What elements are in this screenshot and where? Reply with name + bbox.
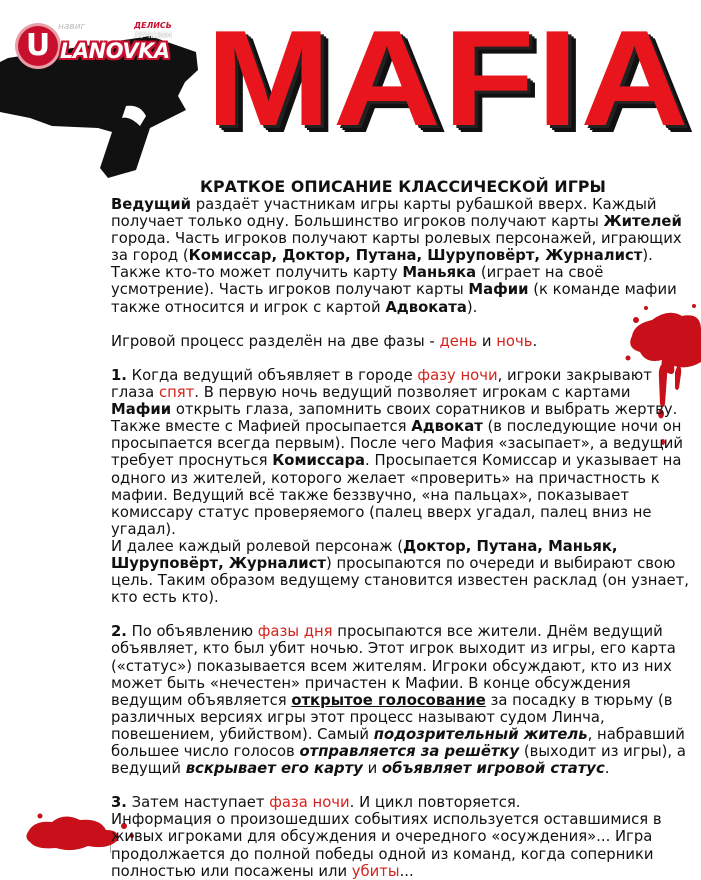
section-heading: КРАТКОЕ ОПИСАНИЕ КЛАССИЧЕСКОЙ ИГРЫ [199,177,607,196]
term-commissar: Комиссара [272,452,366,470]
logo-faded-text: навиг [58,22,86,32]
text: открыть глаза, запомнить своих соратников и выбрать жертву. Также вместе с Мафией просыпается [111,401,678,436]
text: , набравший большее число голосов [111,725,685,760]
text: раздаёт участникам игры карты рубашкой вверх. Каждый получает только одну. Большинство игроков получают карты [111,196,657,231]
text: . В первую ночь ведущий позволяет игрокам с картами [194,384,631,402]
section-number: 3. [111,794,127,812]
text: . [604,760,610,778]
phase-night: ночь [496,332,533,350]
text: (играет на своё усмотрение). Часть игроков получают карты [111,264,604,299]
phases-paragraph [111,333,695,350]
term-night-phase: фазу ночи [417,366,498,384]
section-number: 2. [111,623,127,641]
term-lawyer: Адвоката [385,298,467,316]
logo-name: LANOVKA [60,39,170,63]
term-night-phase: фаза ночи [269,794,350,812]
text: По объявлению [126,623,258,641]
section2-paragraph [111,623,695,777]
term-roles: Доктор, Путана, Маньяк, Шуруповёрт, Журналист [111,537,618,572]
intro-paragraph [111,196,695,316]
text: ... [399,862,414,880]
text: , игроки закрывают глаза [111,366,652,402]
text: ) просыпаются по очереди и выбирают свою цель. Таким образом ведущему становится известен расклад (он узнает, кто есть кто). [111,554,689,607]
text: (в последующие ночи он просыпается всегда первым). После чего Мафия «засыпает», а ведущий требует проснуться [111,418,683,470]
term-asleep: спят [158,384,195,402]
term-reveals-card: вскрывает его карту [185,760,363,778]
text: Затем наступает [126,794,270,812]
term-citizens: Жителей [603,213,682,231]
text: ). [466,298,478,316]
term-mafia: Мафии [111,401,172,419]
text: и [362,760,382,778]
phase-day: день [439,332,478,350]
text: за посадку в тюрьму (в различных версиях игры этот процесс называют судом Линча, повешением, убийством). Самый [111,691,673,743]
section1-paragraph [111,367,695,538]
term-announces-status: объявляет игровой статус [381,760,605,778]
text: и [477,332,497,350]
section3-paragraph [111,794,695,811]
term-maniac: Маньяка [402,264,477,282]
rules-content [111,178,695,880]
term-day-phase: фазы дня [257,623,333,641]
logo-tagline-top: ДЕЛИСЬ [134,21,172,30]
text: ). Также кто-то может получить карту [111,247,653,282]
page-frame-edge [110,845,701,853]
text: Когда ведущий объявляет в городе [126,366,418,384]
text: (выходит из игры), а ведущий [111,743,686,778]
text: Информация о произошедших событиях используется оставшимися в живых игроками для обсуждения и очередного «осуждения»... Игра продолжается до полной победы одной из команд, когда соперники полностью или посажены или [111,811,662,880]
term-killed: убиты [351,862,400,880]
term-to-jail: отправляется за решётку [299,743,520,760]
text: города. Часть игроков получают карты ролевых персонажей, играющих за город ( [111,230,682,265]
text: (к команде мафии также относится и игрок с картой [111,281,677,316]
term-host: Ведущий [111,196,192,213]
term-open-vote: открытое голосование [291,691,486,709]
text: Игровой процесс разделён на две фазы - [111,332,440,350]
term-suspect: подозрительный житель [373,725,588,743]
text: И далее каждый ролевой персонаж ( [111,537,404,555]
ulanovka-logo[interactable] [14,14,189,72]
logo-letter: U [18,26,58,66]
text: . Просыпается Комиссар и указывает на одного из жителей, которого желает «проверить» на причастность к мафии. Ведущий всё также беззвучно, «на пальцах», показывает комиссару статус проверяемого (палец вверх угадал, палец вниз не угадал). [111,452,682,538]
text: просыпаются все жители. Днём ведущий объявляет, кто был убит ночью. Этот игрок выходит из игры, его карта («статус») показывается всем жителям. Игроки обсуждают, кто из них может быть «нечестен» причастен к Мафии. В конце обсуждения ведущим объявляется [111,623,676,709]
section-number: 1. [111,366,127,384]
logo-tagline-sub: ЛУЧШИМ [134,31,172,40]
text: . [532,332,538,350]
mafia-title: MAFIA [206,2,691,154]
term-mafia: Мафии [468,281,529,299]
section1-continuation [111,538,695,606]
term-lawyer: Адвокат [411,418,483,436]
text: . И цикл повторяется. [349,794,521,812]
term-roles: Комиссар, Доктор, Путана, Шуруповёрт, Журналист [188,247,643,265]
